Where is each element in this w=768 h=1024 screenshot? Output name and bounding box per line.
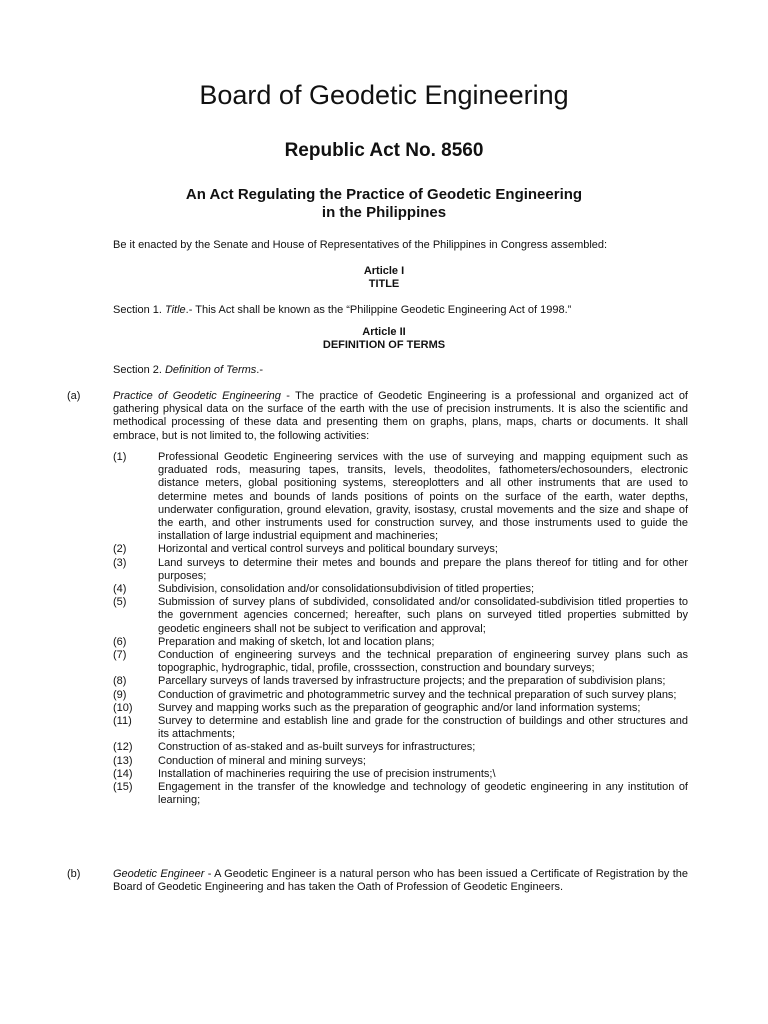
list-item-number: (14) xyxy=(113,767,133,780)
list-item xyxy=(113,781,688,807)
list-item xyxy=(113,583,688,596)
paragraph-b-label: (b) xyxy=(67,868,81,880)
list-item xyxy=(113,689,688,702)
list-item xyxy=(113,649,688,675)
list-item-number: (5) xyxy=(113,596,127,609)
list-item xyxy=(113,596,688,636)
list-item-text: Installation of machineries requiring the use of precision instruments;\ xyxy=(158,767,496,780)
list-item xyxy=(113,702,688,715)
list-item-text: Engagement in the transfer of the knowledge and technology of geodetic engineering in any institution of learning; xyxy=(158,781,688,807)
section-2-term: Definition of Terms xyxy=(164,364,257,376)
list-item xyxy=(113,755,688,768)
section-2-prefix: Section 2. xyxy=(113,364,165,376)
article-2-title: DEFINITION OF TERMS xyxy=(322,339,446,351)
enacting-clause: Be it enacted by the Senate and House of Representatives of the Philippines in Congress assembled: xyxy=(113,239,608,251)
list-item-number: (15) xyxy=(113,781,133,794)
list-item-number: (13) xyxy=(113,754,133,767)
list-item-text: Conduction of mineral and mining surveys; xyxy=(158,754,366,767)
article-2-heading xyxy=(0,326,768,352)
list-item-number: (1) xyxy=(113,451,127,463)
article-2-label: Article II xyxy=(362,326,406,338)
list-item-text: Survey to determine and establish line and grade for the construction of buildings and other structures and its attachments; xyxy=(158,715,688,741)
list-item xyxy=(113,715,688,741)
act-number: Republic Act No. 8560 xyxy=(284,140,484,161)
section-2-suffix: .- xyxy=(256,364,264,376)
section-1-prefix: Section 1. xyxy=(113,304,165,316)
list-item xyxy=(113,543,688,556)
list-item xyxy=(113,636,688,649)
list-item-text: Subdivision, consolidation and/or consolidationsubdivision of titled properties; xyxy=(158,583,535,596)
act-title xyxy=(0,186,768,222)
list-item xyxy=(113,741,688,754)
article-1-heading xyxy=(0,265,768,291)
list-item xyxy=(113,451,688,543)
article-1-title: TITLE xyxy=(368,278,400,290)
list-item xyxy=(113,557,688,583)
act-title-line-1: An Act Regulating the Practice of Geodetic Engineering xyxy=(185,186,583,203)
section-1 xyxy=(113,304,571,316)
paragraph-b-term: Geodetic Engineer xyxy=(113,868,205,880)
article-1-label: Article I xyxy=(363,265,405,277)
list-item-number: (10) xyxy=(113,701,133,714)
list-item-text: Conduction of engineering surveys and the technical preparation of engineering survey plans such as topographic, hydrographic, tidal, profile, crosssection, construction and boundary surveys; xyxy=(158,649,688,675)
list-item-text: Construction of as-staked and as-built surveys for infrastructures; xyxy=(158,741,476,754)
list-item-number: (8) xyxy=(113,675,127,688)
board-title: Board of Geodetic Engineering xyxy=(199,80,569,110)
list-item-text: Land surveys to determine their metes and bounds and prepare the plans thereof for titling and for other purposes; xyxy=(158,556,688,582)
list-item-number: (12) xyxy=(113,741,133,754)
paragraph-b xyxy=(113,868,688,894)
list-item-text: Survey and mapping works such as the preparation of geographic and/or land information systems; xyxy=(158,701,641,714)
paragraph-a-text: - The practice of Geodetic Engineering is a professional and organized act of gathering physical data on the surface of the earth with the use of precision instruments. It is also the scientific and methodical processing of these data and presenting them on graphs, plans, maps, charts or documents. It shall embrace, but is not limited to, the following activities: xyxy=(113,390,688,442)
list-item xyxy=(113,675,688,688)
paragraph-a-label: (a) xyxy=(67,390,81,402)
paragraph-a-term: Practice of Geodetic Engineering xyxy=(113,390,281,402)
list-item-number: (11) xyxy=(113,715,132,728)
list-item-number: (4) xyxy=(113,583,127,596)
list-item-text: Parcellary surveys of lands traversed by infrastructure projects; and the preparation of subdivision plans; xyxy=(158,675,666,688)
section-1-term: Title xyxy=(164,304,186,316)
list-item-text: Submission of survey plans of subdivided, consolidated and/or consolidated-subdivision titled properties to the government agencies concerned; hereafter, such plans on surveyed titled properties submitted by geodetic engineers shall not be subject to verification and approval; xyxy=(158,596,688,635)
section-1-text: .- This Act shall be known as the “Philippine Geodetic Engineering Act of 1998.” xyxy=(185,304,572,316)
list-item-text: Preparation and making of sketch, lot and location plans; xyxy=(158,635,435,648)
list-item-text: Conduction of gravimetric and photogrammetric survey and the technical preparation of such survey plans; xyxy=(158,688,677,701)
paragraph-b-text: - A Geodetic Engineer is a natural person who has been issued a Certificate of Registration by the Board of Geodetic Engineering and has taken the Oath of Profession of Geodetic Engineers. xyxy=(113,868,688,894)
list-item-number: (2) xyxy=(113,543,127,556)
act-title-line-2: in the Philippines xyxy=(321,204,447,221)
list-item-number: (7) xyxy=(113,649,127,662)
list-item-number: (3) xyxy=(113,556,127,569)
list-item-text: Professional Geodetic Engineering services with the use of surveying and mapping equipment such as graduated rods, measuring tapes, transits, levels, theodolites, fathometers/echosounders, electronic distance meters, global positioning systems, stereoplotters and all other instruments that are used to determine metes and bounds of lands positions of points on the surface of the earth, water depths, underwater configuration, ground elevation, gravity, isostasy, crustal movements and the size and shape of the earth, and other instruments used for construction survey, and those instruments used to guide the installation of large industrial equipment and machineries; xyxy=(158,451,688,543)
list-item-number: (9) xyxy=(113,688,127,701)
list-item xyxy=(113,768,688,781)
list-item-text: Horizontal and vertical control surveys and political boundary surveys; xyxy=(158,543,498,556)
paragraph-a xyxy=(113,390,688,443)
list-item-number: (6) xyxy=(113,635,127,648)
section-2 xyxy=(113,364,263,376)
activities-list xyxy=(113,451,688,807)
